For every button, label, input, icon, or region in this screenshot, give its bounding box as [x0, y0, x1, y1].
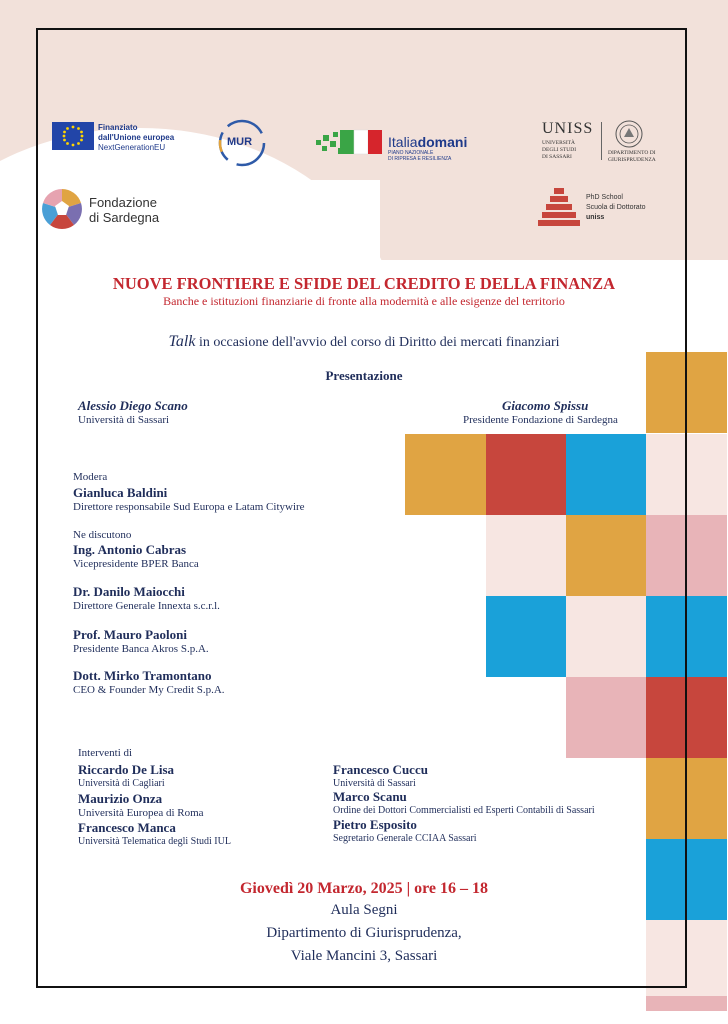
discussant-role: CEO & Founder My Credit S.p.A. [73, 684, 225, 696]
italiadomani-flag-icon [316, 126, 386, 160]
fondazione-logo-icon [41, 188, 83, 230]
italiadomani-sub: PIANO NAZIONALE DI RIPRESA E RESILIENZA [388, 150, 452, 162]
discussant-role: Vicepresidente BPER Banca [73, 558, 199, 570]
discussant-name: Prof. Mauro Paoloni [73, 627, 187, 642]
eu-logo-text: Finanziato dall'Unione europea NextGenerationEU [98, 123, 175, 152]
speaker-role: Segretario Generale CCIAA Sassari [333, 833, 477, 844]
discussant-role: Direttore Generale Innexta s.c.r.l. [73, 600, 220, 612]
speaker-role: Università di Cagliari [78, 778, 165, 789]
event-date: Giovedì 20 Marzo, 2025 | ore 16 – 18 [239, 880, 489, 897]
presenter-role: Presidente Fondazione di Sardegna [463, 414, 618, 426]
uniss-name: UNISS [542, 120, 594, 137]
mur-logo: MUR [217, 118, 267, 168]
phd-school-text: PhD School Scuola di Dottorato uniss [586, 194, 646, 221]
speaker-name: Marco Scanu [333, 789, 407, 804]
modera-label: Modera [73, 471, 108, 483]
moderator-role: Direttore responsabile Sud Europa e Latam Citywire [73, 501, 305, 513]
presenter-role: Università di Sassari [78, 414, 170, 426]
speaker-role: Ordine dei Dottori Commercialisti ed Esperti Contabili di Sassari [333, 805, 595, 816]
speaker-role: Università Europea di Roma [78, 807, 204, 819]
speaker-name: Francesco Cuccu [333, 762, 428, 777]
italiadomani-name: Italiadomani [388, 134, 468, 150]
venue-room: Aula Segni [330, 902, 398, 918]
discussant-name: Dr. Danilo Maiocchi [73, 584, 185, 599]
page-title: NUOVE FRONTIERE E SFIDE DEL CREDITO E DELLA FINANZA [112, 274, 616, 293]
speaker-name: Francesco Manca [78, 820, 176, 835]
interventi-label: Interventi di [78, 747, 133, 759]
presenter-name: Alessio Diego Scano [78, 398, 188, 413]
speaker-name: Pietro Esposito [333, 817, 417, 832]
speaker-role: Università Telematica degli Studi IUL [78, 836, 231, 847]
talk-line: Talk in occasione dell'avvio del corso di Diritto dei mercati finanziari [168, 333, 560, 350]
discussant-name: Dott. Mirko Tramontano [73, 668, 212, 683]
phd-school-icon [538, 186, 584, 228]
presenter-name: Giacomo Spissu [502, 398, 589, 413]
fondazione-name: Fondazione di Sardegna [89, 195, 160, 225]
discussant-role: Presidente Banca Akros S.p.A. [73, 643, 209, 655]
uniss-sub: UNIVERSITÀ DEGLI STUDI DI SASSARI [542, 140, 577, 160]
presentazione-heading: Presentazione [325, 368, 403, 383]
moderator-name: Gianluca Baldini [73, 485, 168, 500]
uniss-seal-icon [614, 119, 644, 149]
venue-department: Dipartimento di Giurisprudenza, [266, 925, 462, 941]
discussant-name: Ing. Antonio Cabras [73, 542, 187, 557]
speaker-name: Riccardo De Lisa [78, 762, 175, 777]
speaker-name: Maurizio Onza [78, 791, 163, 806]
eu-flag-icon [52, 122, 94, 150]
discussants-label: Ne discutono [73, 529, 132, 541]
uniss-divider [601, 122, 602, 160]
uniss-dept: DIPARTIMENTO DI GIURISPRUDENZA [608, 150, 656, 163]
page-subtitle: Banche e istituzioni finanziarie di fronte alla modernità e alle esigenze del territorio [163, 294, 565, 308]
venue-address: Viale Mancini 3, Sassari [290, 948, 438, 964]
speaker-role: Università di Sassari [333, 778, 416, 789]
